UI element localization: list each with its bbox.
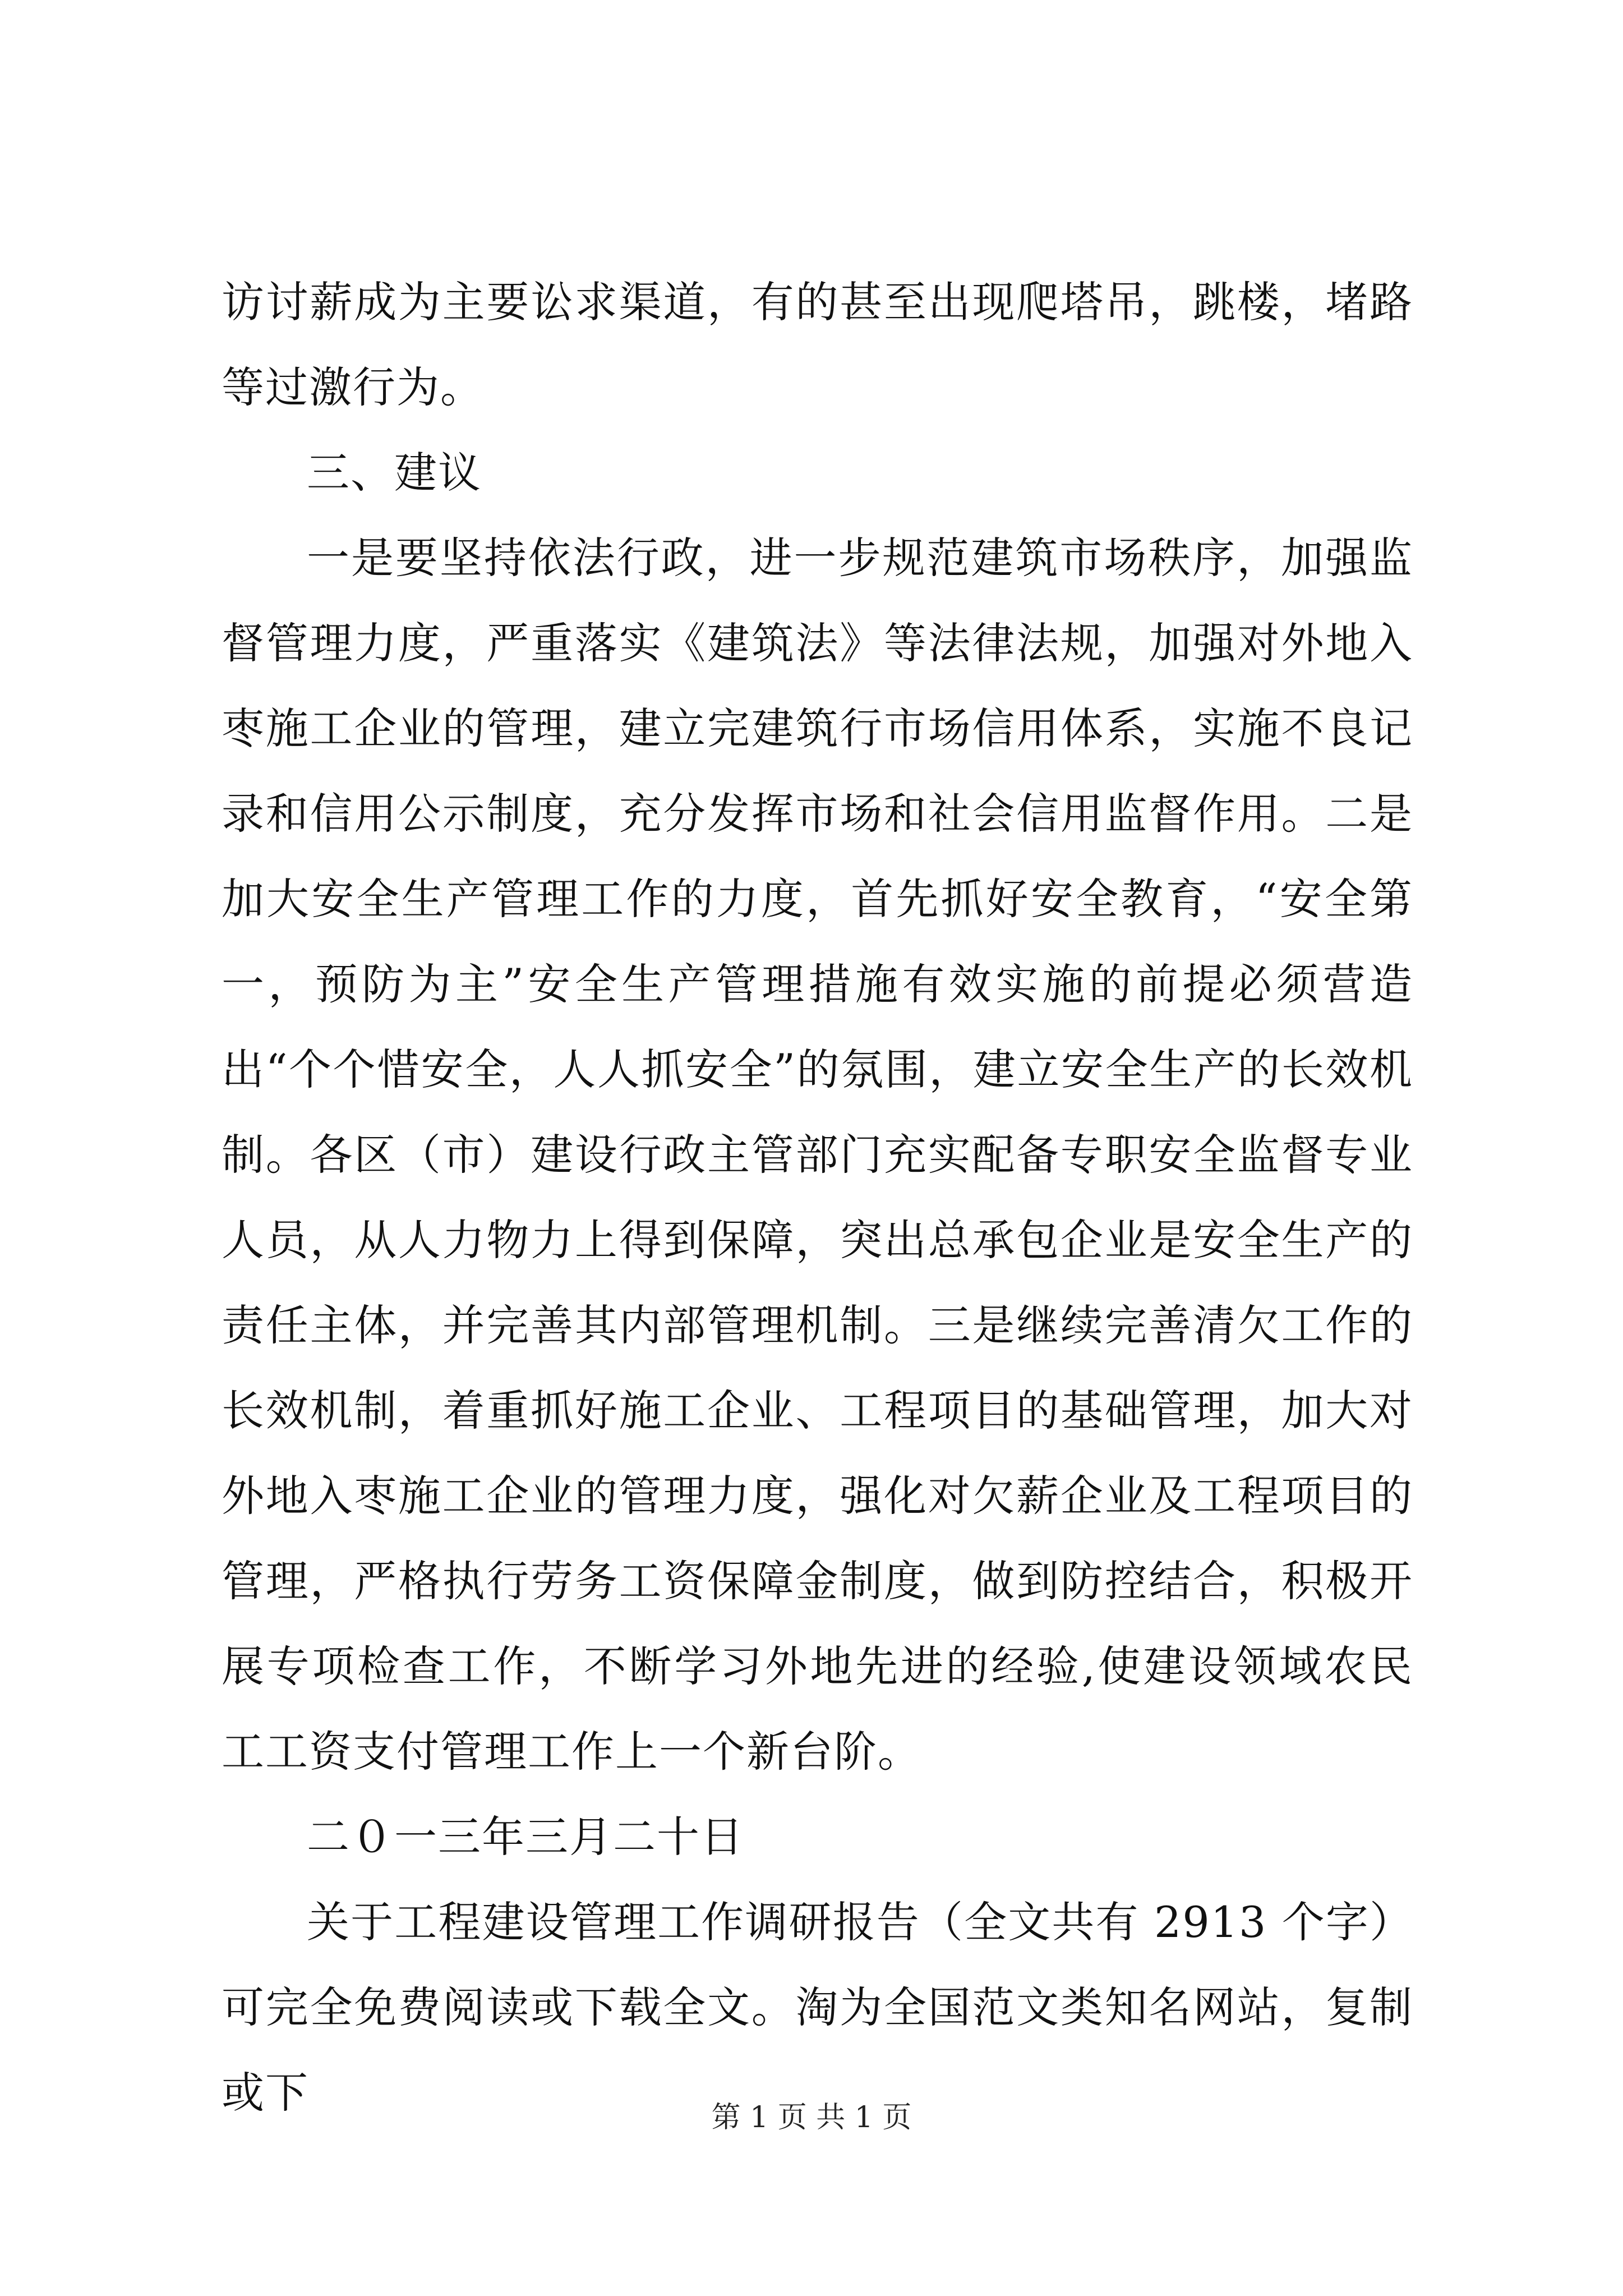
paragraph-recommendations: 一是要坚持依法行政，进一步规范建筑市场秩序，加强监督管理力度，严重落实《建筑法》等法律法规，加强对外地入枣施工企业的管理，建立完建筑行市场信用体系，实施不良记录和信用公示制度，充分发挥市场和社会信用监督作用。二是加大安全生产管理工作的力度，首先抓好安全教育，“安全第一，预防为主”安全生产管理措施有效实施的前提必须营造出“个个惜安全，人人抓安全”的氛围，建立安全生产的长效机制。各区（市）建设行政主管部门充实配备专职安全监督专业人员，从人力物力上得到保障，突出总承包企业是安全生产的责任主体，并完善其内部管理机制。三是继续完善清欠工作的长效机制，着重抓好施工企业、工程项目的基础管理，加大对外地入枣施工企业的管理力度，强化对欠薪企业及工程项目的管理，严格执行劳务工资保障金制度，做到防控结合，积极开展专项检查工作，不断学习外地先进的经验,使建设领域农民工工资支付管理工作上一个新台阶。 — [222, 533, 1413, 1777]
document-date: 二０一三年三月二十日 — [307, 1812, 744, 1862]
section-heading: 三、建议 — [307, 448, 482, 498]
paragraph-summary: 关于工程建设管理工作调研报告（全文共有 2913 个字）可完全免费阅读或下载全文。淘为全国范文类知名网站，复制或下 — [222, 1897, 1413, 2118]
document-body — [222, 260, 1413, 2136]
page-number-footer: 第 1 页 共 1 页 — [711, 2101, 912, 2134]
paragraph-continuation: 访讨薪成为主要讼求渠道，有的甚至出现爬塔吊，跳楼，堵路等过激行为。 — [222, 277, 1413, 412]
